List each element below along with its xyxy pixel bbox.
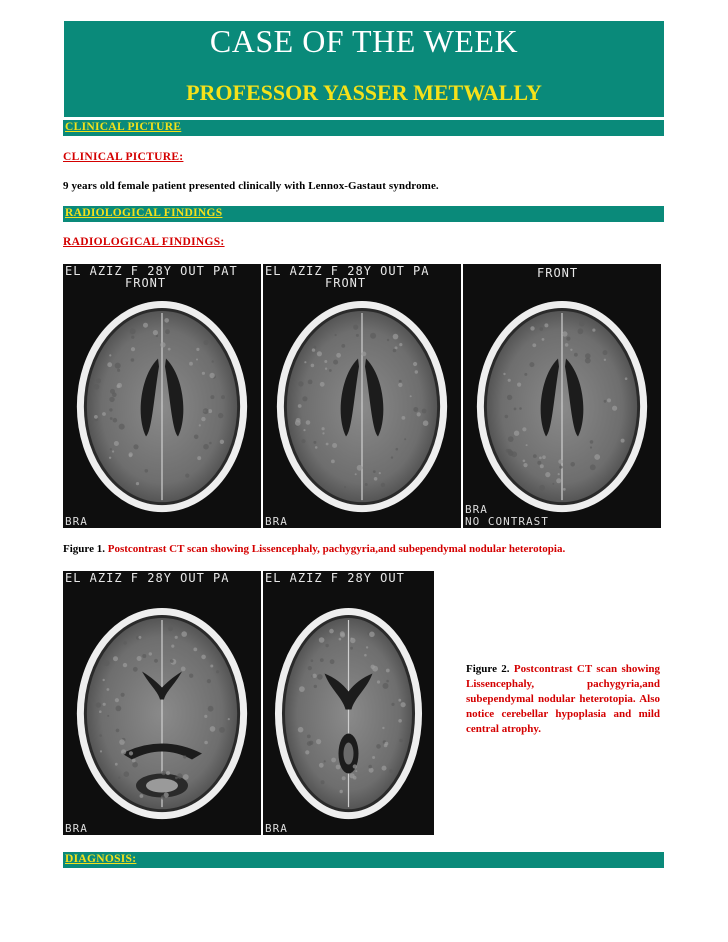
scan-sub-text: FRONT [537, 266, 579, 280]
figure2-label: Figure 2. [466, 663, 510, 675]
scan-footer-text: BRA [265, 515, 288, 528]
ct-scan-image [63, 571, 261, 835]
scan-sub-text: FRONT [125, 276, 167, 290]
section-bar-clinical [63, 120, 664, 136]
scan-footer-text: BRA [65, 822, 88, 835]
clinical-heading: CLINICAL PICTURE: [63, 151, 184, 163]
brain-scan-graphic [63, 571, 261, 835]
scan-header-text: EL AZIZ F 28Y OUT [265, 571, 405, 585]
radiology-heading: RADIOLOGICAL FINDINGS: [63, 236, 225, 248]
figure1-caption [63, 543, 565, 555]
brain-scan-graphic [63, 264, 261, 528]
scan-footer-text: BRA NO CONTRAST [465, 503, 549, 528]
figure2-caption-text: Postcontrast CT scan showing Lissencephaly, pachygyria,and subependymal nodular heterotopia. Also notice cerebellar hypoplasia and mild central atrophy. [466, 663, 661, 735]
figure1-label: Figure 1. [63, 543, 105, 555]
scan-footer-text: BRA [265, 822, 288, 835]
scan-sub-text: FRONT [325, 276, 367, 290]
scan-footer-text: BRA [65, 515, 88, 528]
clinical-text: 9 years old female patient presented clinically with Lennox-Gastaut syndrome. [63, 180, 439, 192]
figure1-caption-text: Postcontrast CT scan showing Lissencephaly, pachygyria,and subependymal nodular heterotopia. [107, 543, 566, 555]
ct-scan-image [263, 571, 434, 835]
scan-header-text: EL AZIZ F 28Y OUT PAT [65, 264, 238, 278]
ct-scan-image [63, 264, 261, 528]
section-bar-label: RADIOLOGICAL FINDINGS [65, 207, 223, 219]
brain-scan-graphic [463, 264, 661, 528]
scan-header-text: EL AZIZ F 28Y OUT PA [65, 571, 230, 585]
section-bar-label: DIAGNOSIS: [65, 853, 137, 865]
page-title: CASE OF THE WEEK [209, 23, 519, 59]
section-bar-radiology [63, 206, 664, 222]
brain-scan-graphic [263, 264, 461, 528]
ct-scan-image [463, 264, 661, 528]
section-bar-diagnosis [63, 852, 664, 868]
brain-scan-graphic [263, 571, 434, 835]
author-name: PROFESSOR YASSER METWALLY [186, 80, 542, 105]
section-bar-label: CLINICAL PICTURE [65, 121, 182, 133]
figure2-caption [466, 662, 660, 737]
scan-header-text: EL AZIZ F 28Y OUT PA [265, 264, 430, 278]
title-banner [64, 21, 664, 117]
ct-scan-image [263, 264, 461, 528]
